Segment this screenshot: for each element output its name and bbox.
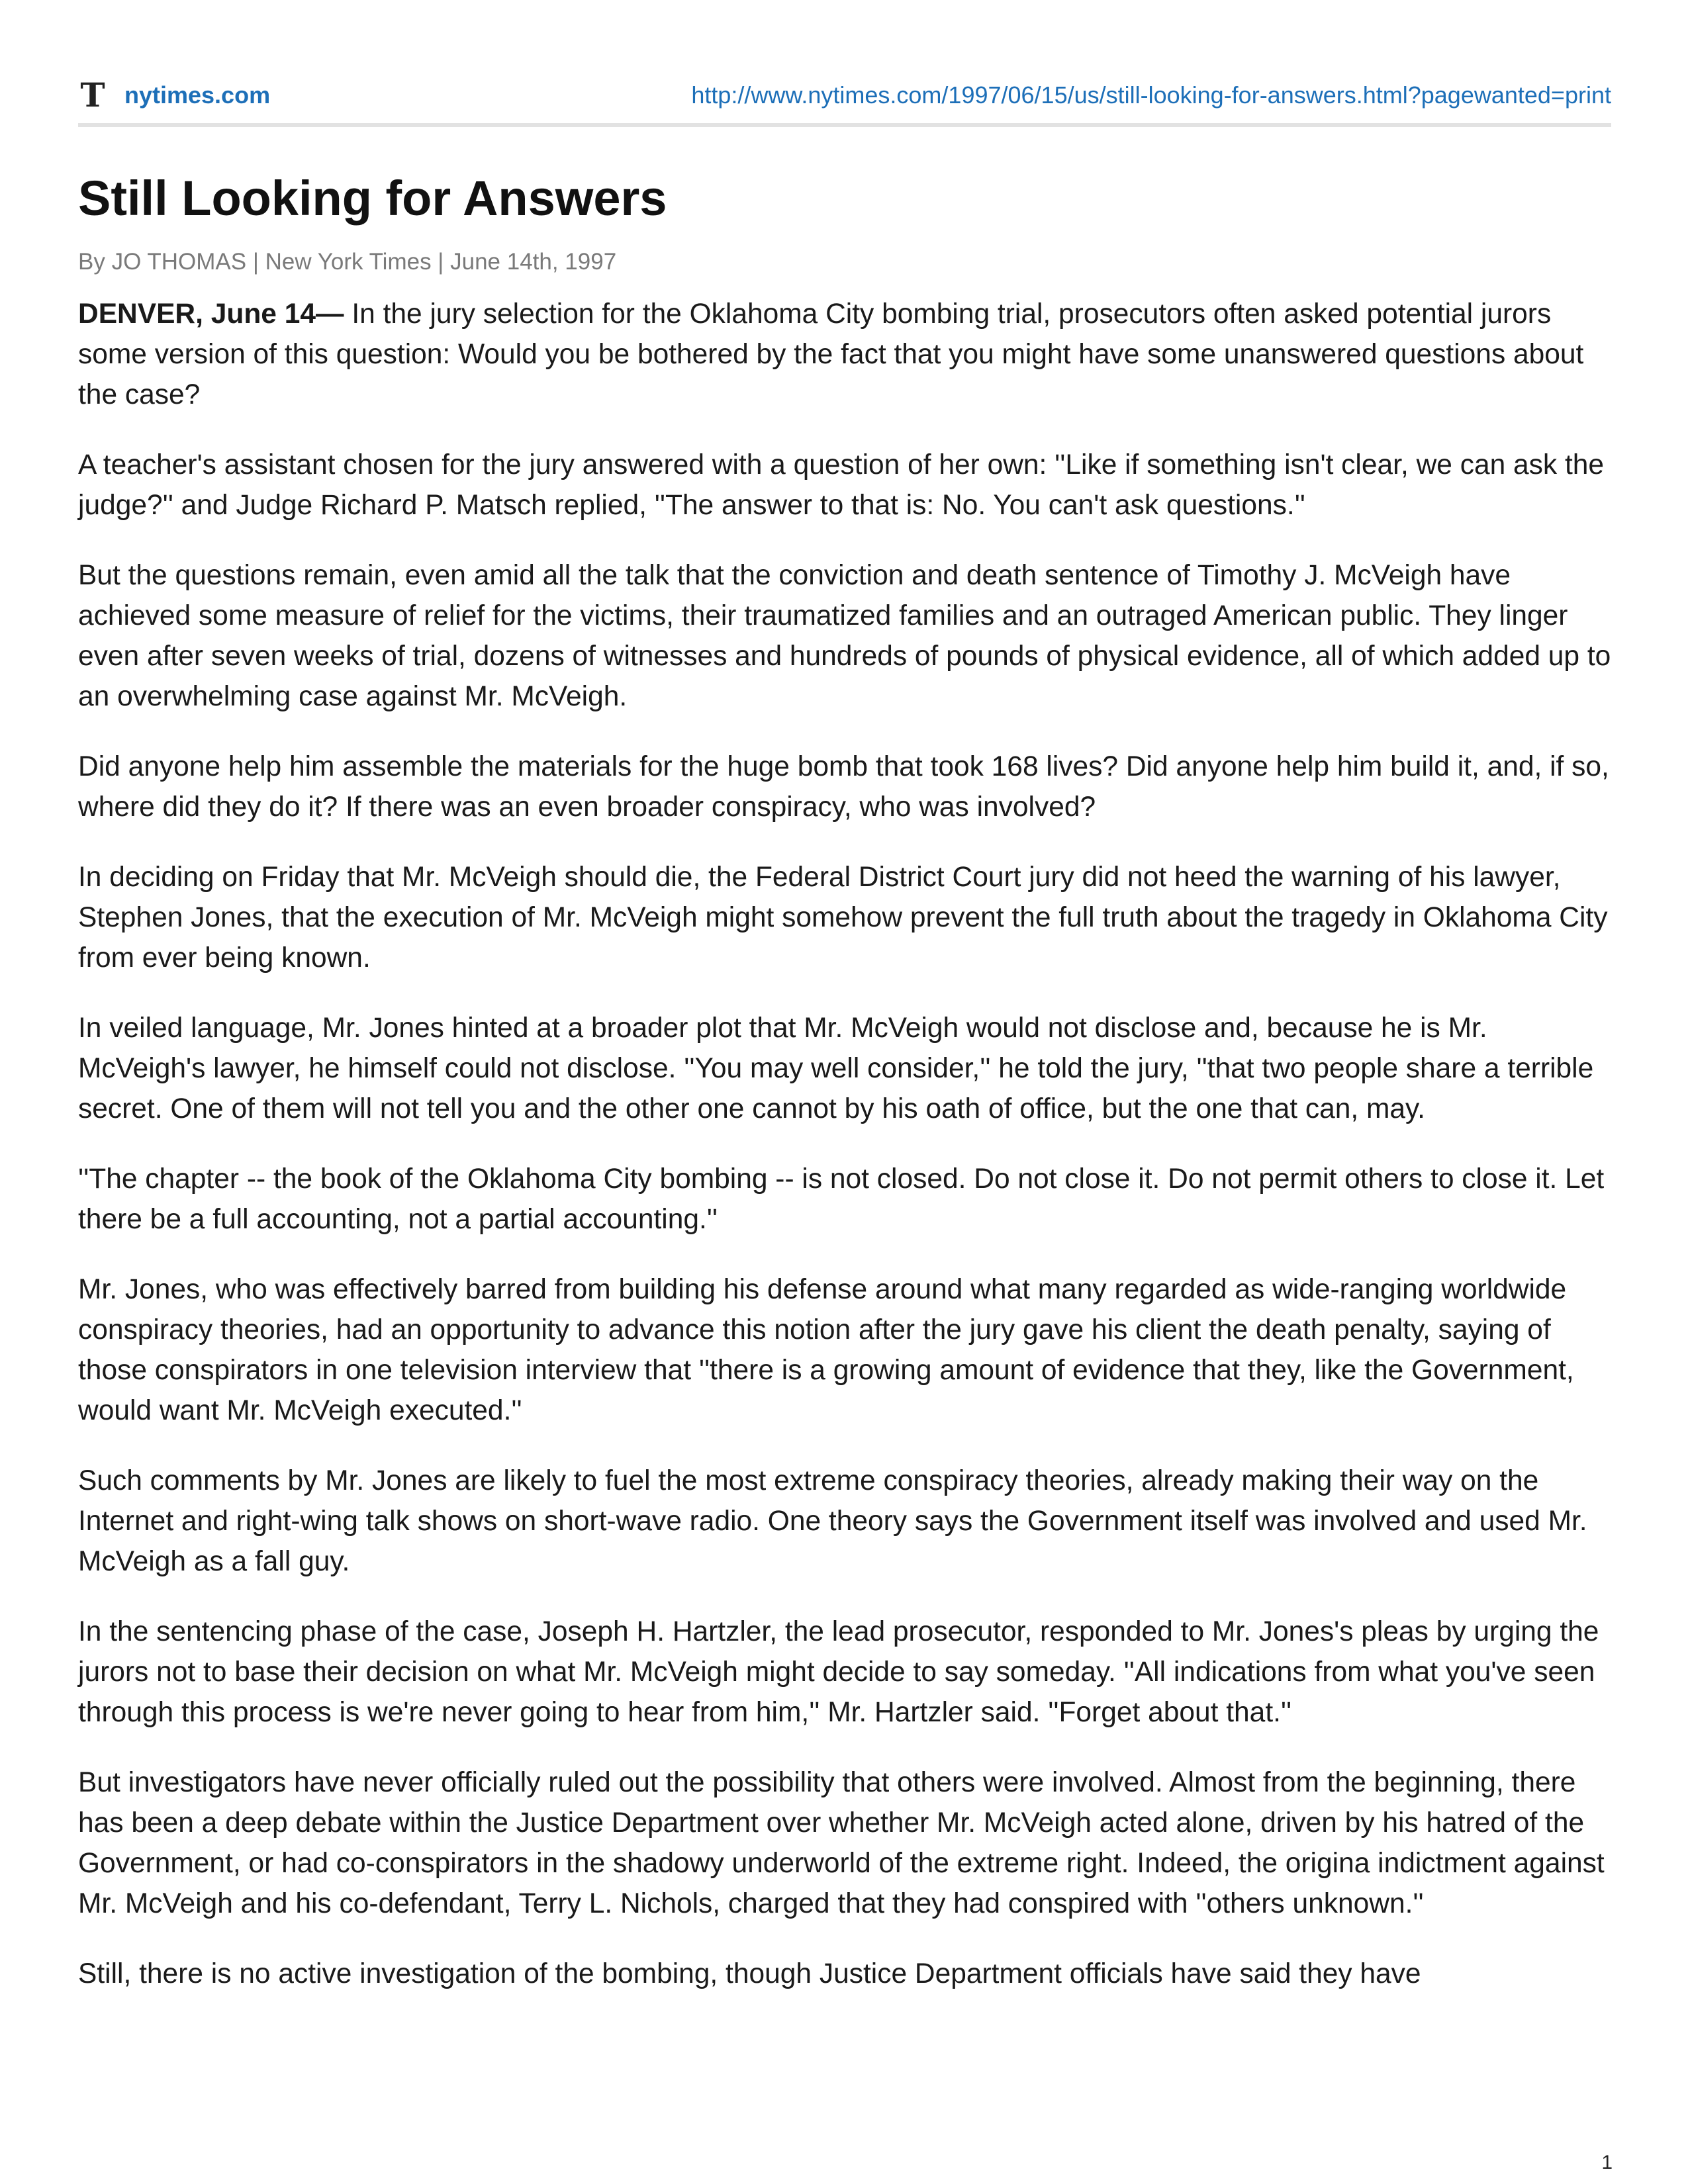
article-paragraph-lead: [78, 294, 1611, 415]
header-divider: [78, 123, 1611, 127]
article-url-link[interactable]: http://www.nytimes.com/1997/06/15/us/still-looking-for-answers.html?pagewanted=print: [691, 81, 1611, 109]
nyt-logo-icon: T: [80, 75, 105, 114]
article-headline: Still Looking for Answers: [78, 171, 667, 226]
article-paragraph: But investigators have never officially ruled out the possibility that others were involved. Almost from the beginning, there has been a deep debate within the Justice Department over whether Mr. McVeigh acted alone, driven by his hatred of the Government, or had co-conspirators in the shadowy underworld of the extreme right. Indeed, the origina indictment against Mr. McVeigh and his co-defendant, Terry L. Nichols, charged that they had conspired with ''others unknown.'': [78, 1767, 1605, 1919]
article-paragraph: Did anyone help him assemble the materials for the huge bomb that took 168 lives? Did anyone help him build it, and, if so, where did they do it? If there was an even broader conspiracy, who was involved?: [78, 751, 1609, 823]
article-paragraph: In deciding on Friday that Mr. McVeigh should die, the Federal District Court jury did not heed the warning of his lawyer, Stephen Jones, that the execution of Mr. McVeigh might somehow prevent the full truth about the tragedy in Oklahoma City from ever being known.: [78, 862, 1608, 974]
page-header: [78, 75, 1611, 124]
article-dateline: DENVER, June 14—: [78, 298, 344, 330]
article-paragraph: In veiled language, Mr. Jones hinted at a broader plot that Mr. McVeigh would not disclose and, because he is Mr. McVeigh's lawyer, he himself could not disclose. ''You may well consider,'' he told the jury, ''that two people share a terrible secret. One of them will not tell you and the other one cannot by his oath of office, but the one that can, may.: [78, 1013, 1594, 1124]
article-paragraph: Still, there is no active investigation of the bombing, though Justice Department officials have said they have: [78, 1958, 1421, 1989]
article-body: [78, 165, 1611, 2024]
article-paragraph: Mr. Jones, who was effectively barred from building his defense around what many regarded as wide-ranging worldwide conspiracy theories, had an opportunity to advance this notion after the jury gave his client the death penalty, saying of those conspirators in one television interview that ''there is a growing amount of evidence that they, like the Government, would want Mr. McVeigh executed.'': [78, 1274, 1574, 1426]
article-paragraph: Such comments by Mr. Jones are likely to fuel the most extreme conspiracy theories, already making their way on the Internet and right-wing talk shows on short-wave radio. One theory says the Government itself was involved and used Mr. McVeigh as a fall guy.: [78, 1465, 1587, 1577]
article-paragraph: A teacher's assistant chosen for the jury answered with a question of her own: ''Like if something isn't clear, we can ask the judge?'' and Judge Richard P. Matsch replied, ''The answer to that is: No. You can't ask questions.'': [78, 449, 1605, 521]
site-name-link[interactable]: nytimes.com: [124, 81, 271, 109]
article-paragraph: In the sentencing phase of the case, Joseph H. Hartzler, the lead prosecutor, responded to Mr. Jones's pleas by urging the jurors not to base their decision on what Mr. McVeigh might decide to say someday. ''All indications from what you've seen through this process is we're never going to hear from him,'' Mr. Hartzler said. ''Forget about that.'': [78, 1616, 1599, 1728]
article-byline: By JO THOMAS | New York Times | June 14th, 1997: [78, 249, 617, 275]
article-paragraphs: [78, 294, 1611, 1994]
lead-paragraph-text: In the jury selection for the Oklahoma City bombing trial, prosecutors often asked potential jurors some version of this question: Would you be bothered by the fact that you might have some unanswered questions about the case?: [78, 298, 1584, 410]
article-paragraph: But the questions remain, even amid all the talk that the conviction and death sentence of Timothy J. McVeigh have achieved some measure of relief for the victims, their traumatized families and an outraged American public. They linger even after seven weeks of trial, dozens of witnesses and hundreds of pounds of physical evidence, all of which added up to an overwhelming case against Mr. McVeigh.: [78, 560, 1611, 712]
article-paragraph: ''The chapter -- the book of the Oklahoma City bombing -- is not closed. Do not close it. Do not permit others to close it. Let there be a full accounting, not a partial accounting.'': [78, 1163, 1605, 1235]
page-number: 1: [1601, 2152, 1613, 2173]
